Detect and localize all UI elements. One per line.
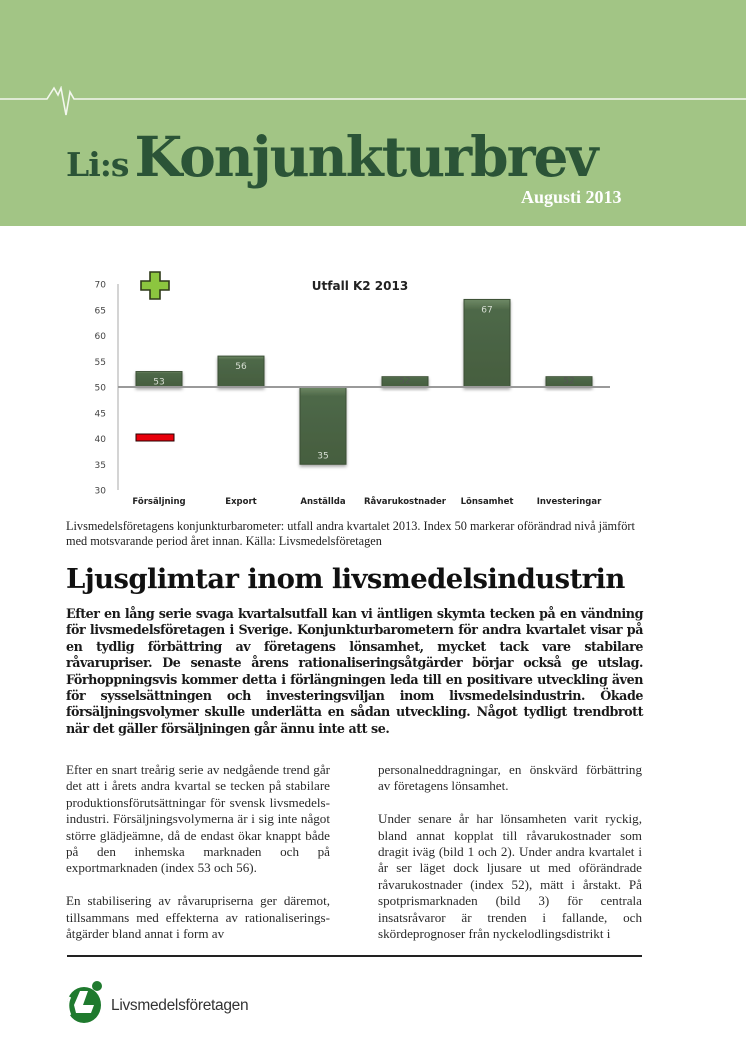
y-tick-label: 35 <box>94 460 106 471</box>
barometer-chart <box>80 268 640 513</box>
bar-value-label: 52 <box>563 376 575 387</box>
x-tick-label: Export <box>225 497 257 507</box>
paragraph: personalneddragningar, en önskvärd förbättring av företagens lönsamhet. <box>378 762 642 794</box>
y-tick-label: 60 <box>94 332 106 342</box>
y-tick-label: 30 <box>94 486 106 497</box>
bar-value-label: 56 <box>235 362 247 373</box>
article-column-right <box>378 762 642 959</box>
y-tick-label: 50 <box>94 383 106 394</box>
footer-divider <box>67 955 642 957</box>
paragraph: Efter en snart treårig serie av nedgående trend går det att i årets andra kvartal se tecken på stabilare produktionsförutsättningar för svensk livsmedels-industri. Försäljningsvolymerna är i sig inte något större glädjeämne, då de endast ökar knappt både på den inhemska marknaden och på exportmarknaden (index 53 och 56). <box>66 762 330 876</box>
y-tick-label: 40 <box>94 435 106 445</box>
issue-date: Augusti 2013 <box>521 187 622 207</box>
paragraph: Under senare år har lönsamheten varit ryckig, bland annat kopplat till råvarukostnader som dragit iväg (bild 1 och 2). Under andra kvartalet i år ser läget dock ljusare ut med oförändrade råvarukostnader (index 52), mätt i årstakt. På spotprismarknaden (bild 3) för centrala insatsråvaror är trenden i fallande, och skördeprognoser från nyckelodlingsdistrikt i <box>378 811 642 942</box>
y-tick-label: 70 <box>94 280 106 291</box>
y-tick-label: 55 <box>94 357 106 368</box>
bar-value-label: 35 <box>317 451 329 462</box>
x-tick-label: Råvarukostnader <box>363 497 447 507</box>
bar-value-label: 53 <box>153 377 165 388</box>
x-tick-label: Försäljning <box>132 497 186 507</box>
brand-prefix: Li:s <box>66 145 129 184</box>
bar-chart <box>80 268 640 513</box>
heartbeat-line-icon <box>0 86 746 116</box>
x-tick-label: Anställda <box>300 497 346 507</box>
organization-name: Livsmedelsföretagen <box>111 997 249 1014</box>
x-tick-label: Lönsamhet <box>460 497 514 507</box>
livsmedelsforetagen-logo-icon <box>66 977 108 1027</box>
y-tick-label: 45 <box>94 409 106 420</box>
chart-caption: Livsmedelsföretagens konjunkturbarometer: utfall andra kvartalet 2013. Index 50 markerar oförändrad nivå jämfört med motsvarande period året innan. Källa: Livsmedelsföretagen <box>66 519 635 548</box>
y-tick-label: 65 <box>94 306 106 317</box>
minus-icon <box>136 434 174 441</box>
paragraph: En stabilisering av råvarupriserna ger däremot, tillsammans med effekterna av rationaliserings-åtgärder bland annat i form av <box>66 893 330 942</box>
article-column-left <box>66 762 330 959</box>
article-headline: Ljusglimtar inom livsmedelsindustrin <box>66 563 625 595</box>
plus-icon <box>141 272 169 299</box>
footer-logo <box>66 977 266 1027</box>
bar-value-label: 52 <box>399 376 411 387</box>
masthead <box>0 0 746 226</box>
x-tick-label: Investeringar <box>536 497 602 507</box>
newsletter-title <box>66 124 597 189</box>
bar-value-label: 67 <box>481 305 493 316</box>
brand-title: Konjunkturbrev <box>134 124 597 189</box>
article-lead: Efter en lång serie svaga kvartalsutfall kan vi äntligen skymta tecken på en vändning för livsmedelsföretagen i Sverige. Konjunkturbarometern för andra kvartalet visar på en tydlig förbättring av företagens lönsamhet, mycket tack vare stabilare råvarupriser. De senaste årens rationaliseringsåtgärder börjar också ge utslag. Förhoppningsvis kommer detta i förlängningen leda till en positivare utveckling även för sysselsättningen och investeringsviljan inom livsmedelsindustrin. Ökade försäljningsvolymer skulle underlätta en sådan utveckling. Något tydligt trendbrott när det gäller försäljningen går ännu inte att se. <box>66 606 643 736</box>
chart-title: Utfall K2 2013 <box>311 279 409 293</box>
